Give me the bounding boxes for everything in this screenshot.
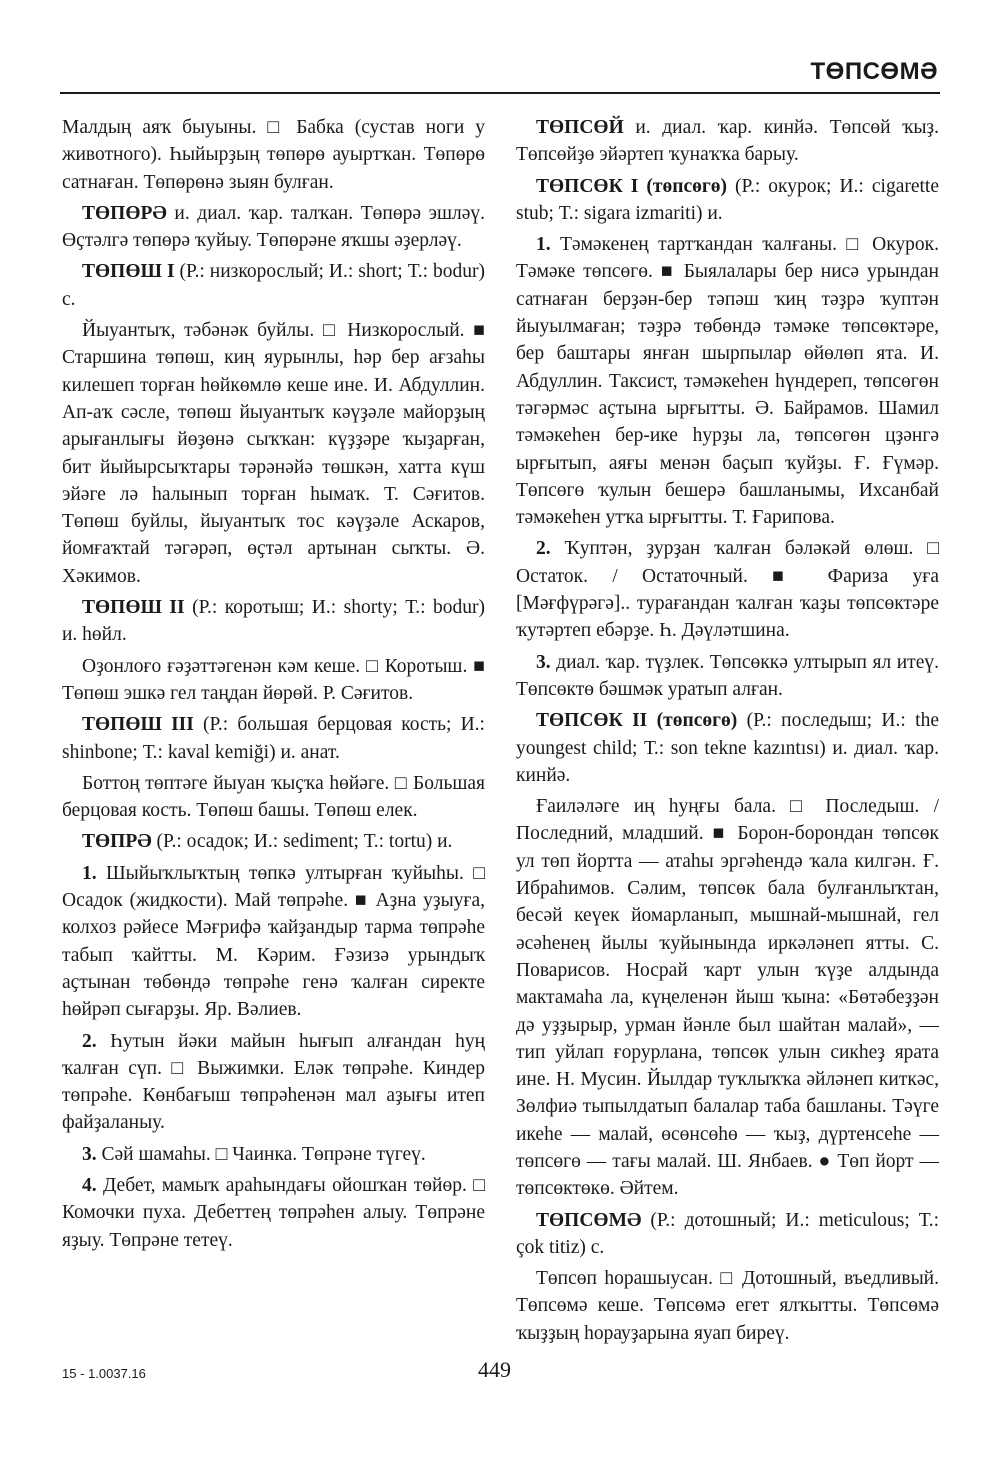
entry-paragraph bbox=[62, 860, 485, 1024]
entry-headword: 3. bbox=[82, 1143, 97, 1165]
entry-body: (Р.: последыш; И.: the youngest child; Т.: son tekne kazıntısı) и. диал. ҡар. кинйә. bbox=[516, 710, 939, 786]
entry-body: диал. ҡар. түҙлек. Төпсөккә ултырып ял итеү. Төпсөктө бәшмәк уратып алған. bbox=[516, 651, 939, 700]
entry-headword: 3. bbox=[536, 651, 551, 673]
entry-body: и. диал. ҡар. талҡан. Төпөрә эшләү. Өҫтәлгә төпөрә ҡуйыу. Төпөрәне яҡшы әҙерләү. bbox=[62, 202, 485, 252]
entry-paragraph bbox=[62, 1028, 485, 1137]
entry-paragraph bbox=[62, 1141, 485, 1168]
entry-body: Малдың аяҡ быуыны. □ Бабка (сустав ноги у животного). Һыйырҙың төпөрө ауыртҡан. Төпөрө сатнаған. Төпөрөнә зыян булған. bbox=[62, 117, 485, 193]
entry-paragraph bbox=[516, 535, 939, 644]
entry-body: Ҡуптән, ҙурҙан ҡалған бәләкәй өлөш. □ Остаток. / Остаточный. ■ Фариза уға [Мәғфүрәгә].. турағандан ҡалған ҡаҙы төпсөктәре ҡутәртеп ебәрҙе. Һ. Дәүләтшина. bbox=[516, 538, 939, 642]
entry-paragraph bbox=[62, 317, 485, 590]
entry-body: (Р.: большая берцовая кость; И.: shinbone; Т.: kaval kemiği) и. анат. bbox=[62, 714, 485, 763]
entry-body: Оҙонлоғо ғәҙәттәгенән кәм кеше. □ Коротыш. ■ Төпөш эшкә гел таңдан йөрөй. Р. Сәғитов. bbox=[62, 655, 485, 704]
entry-paragraph bbox=[62, 828, 485, 855]
entry-headword: ТӨПСӨК I (төпсөгө) bbox=[536, 175, 727, 197]
entry-paragraph bbox=[62, 200, 485, 255]
footer-code: 15 - 1.0037.16 bbox=[62, 1366, 146, 1381]
entry-paragraph bbox=[516, 114, 939, 169]
entry-paragraph bbox=[62, 711, 485, 766]
entry-body: Ғаиләләге иң һуңғы бала. □ Последыш. / Последний, младший. ■ Борон-борондан төпсөк ул төп йортта — атаһы эргәһендә ҡала килгән. Ғ. Ибраһимов. Сәлим, төпсөк бала булғанлыҡтан, бесәй кеүек йомарланып, мышнай-мышнай, гел әсәһенең йылы ҡуйынында иркәләнеп ятты. С. Поварисов. Носрай ҡарт улын ҡүҙе алдында мактамаһа ла, күңеленән йыш ҡына: «Бөтәбеҙҙән дә уҙҙырыр, урман йәнле был шайтан малай», — тип уйлап ғорурлана, төпсөк улын сикһеҙ ярата ине. Н. Мусин. Йылдар туҡлыҡҡа әйләнеп киткәс, Зөлфиә тыпылдатып балалар таба башланы. Тәүге икеһе — малай, өсөнсөһө — ҡыҙ, дүртенсеһе — төпсөгө — тағы малай. Ш. Янбаев. ● Төп йорт — төпсөктөкө. Әйтем. bbox=[516, 796, 939, 1200]
entry-paragraph bbox=[516, 707, 939, 789]
entry-paragraph bbox=[62, 653, 485, 708]
entry-paragraph bbox=[516, 1265, 939, 1347]
entry-body: (Р.: осадок; И.: sediment; Т.: tortu) и. bbox=[151, 831, 453, 853]
left-column bbox=[62, 114, 485, 1258]
entry-headword: ТӨПСӨК II (төпсөгө) bbox=[536, 710, 738, 732]
entry-paragraph bbox=[516, 173, 939, 228]
entry-body: Йыуантыҡ, тәбәнәк буйлы. □ Низкорослый. ■ Старшина төпөш, киң яурынлы, һәр бер ағзаһы килешеп торған һөйкөмлө кеше ине. И. Абдуллин. Ап-аҡ сәсле, төпөш йыуантыҡ кәүҙәле майорҙың арығанлығы йөҙөнә сыҡҡан: күҙҙәре ҡыҙарған, бит йыйырсыҡтары тәрәнәйә төшкән, хатта күш эйәге лә һалынып торған һымаҡ. Т. Сәғитов. Төпөш буйлы, йыуантыҡ тос кәүҙәле Аскаров, йомғаҡтай тәгәрәп, өҫтәл артынан сыҡты. Ә. Хәкимов. bbox=[62, 320, 485, 587]
entry-paragraph bbox=[62, 114, 485, 196]
entry-body: Шыйыҡлыҡтың төпкә ултырған ҡуйыһы. □ Осадок (жидкости). Май төпрәһе. ■ Аҙна уҙыуға, колхоз рәйесе Мәғрифә ҡайҙандыр тарма төпрәһе табып ҡайтты. М. Кәрим. Ғәзизә урындыҡ аҫтынан төбөндә төпрәһе генә ҡалған сиректе һөйрәп сығарҙы. Яр. Вәлиев. bbox=[62, 862, 485, 1021]
entry-headword: 1. bbox=[536, 234, 551, 256]
page-number: 449 bbox=[478, 1357, 511, 1382]
entry-headword: 1. bbox=[82, 862, 97, 884]
entry-body: (Р.: коротыш; И.: shorty; Т.: bodur) и. һөйл. bbox=[62, 597, 485, 646]
entry-body: Тәмәкенең тартҡандан ҡалғаны. □ Окурок. Тәмәке төпсөгө. ■ Быялалары бер нисә урындан сатнаған берҙән-бер тәпәш ҡиң тәҙрә ҡуптән йыуылмаған; тәҙрә төбөндә тәмәке төпсөктәре, бер баштары янған шырпылар өйөлөп ята. И. Абдуллин. Таксист, тәмәкеһен һүндереп, төпсөгөн тәгәрмәс аҫтына ырғытты. Ә. Байрамов. Шамил тәмәкеһен бер-ике һурҙы ла, төпсөгөн цҙәнгә ырғытып, аяғы менән баҫып ҡуйҙы. Ғ. Ғүмәр. Төпсөгө ҡулын бешерә башланымы, Ихсанбай тәмәкеһен утҡа ырғытты. Т. Ғарипова. bbox=[516, 234, 939, 529]
entry-paragraph bbox=[62, 770, 485, 825]
entry-paragraph bbox=[516, 1207, 939, 1262]
entry-paragraph bbox=[516, 649, 939, 704]
entry-body: Боттоң төптәге йыуан ҡыҫҡа һөйәге. □ Большая берцовая кость. Төпөш башы. Төпөш елек. bbox=[62, 772, 485, 822]
entry-headword: ТӨПӨШ II bbox=[82, 597, 185, 619]
entry-body: (Р.: дотошный; И.: meticulous; Т.: çok titiz) с. bbox=[516, 1209, 939, 1258]
entry-paragraph bbox=[516, 231, 939, 531]
entry-headword: ТӨПӨШ III bbox=[82, 714, 194, 736]
entry-paragraph bbox=[516, 793, 939, 1202]
entry-headword: ТӨПӨРӘ bbox=[82, 202, 167, 224]
entry-body: Һутын йәки майын һығып алғандан һуң ҡалған сүп. □ Выжимки. Еләк төпрәһе. Киндер төпрәһе. Көнбағыш төпрәһенән мал аҙығы итеп файҙаланыу. bbox=[62, 1030, 485, 1134]
entry-body: и. диал. ҡар. кинйә. Төпсөй ҡыҙ. Төпсөйҙө эйәртеп ҡунаҡҡа барыу. bbox=[516, 117, 939, 166]
entry-body: (Р.: окурок; И.: cigarette stub; Т.: sigara izmariti) и. bbox=[516, 175, 939, 224]
right-column bbox=[516, 114, 939, 1351]
entry-body: (Р.: низкорослый; И.: short; Т.: bodur) с. bbox=[62, 261, 485, 310]
entry-paragraph bbox=[62, 1172, 485, 1254]
entry-body: Сәй шамаһы. □ Чаинка. Төпрәне түгеү. bbox=[96, 1143, 426, 1165]
entry-headword: 4. bbox=[82, 1174, 97, 1196]
entry-headword: ТӨПСӨМӘ bbox=[536, 1209, 642, 1231]
entry-paragraph bbox=[62, 258, 485, 313]
header-rule bbox=[60, 92, 940, 94]
entry-headword: 2. bbox=[82, 1030, 97, 1052]
entry-paragraph bbox=[62, 594, 485, 649]
entry-headword: ТӨПРӘ bbox=[82, 831, 152, 853]
entry-headword: ТӨПСӨЙ bbox=[536, 117, 624, 138]
entry-headword: 2. bbox=[536, 538, 551, 560]
entry-body: Төпсөп һорашыусан. □ Дотошный, въедливый. Төпсөмә кеше. Төпсөмә егет ялҡытты. Төпсөмә ҡыҙҙың һорауҙарына яуап биреү. bbox=[516, 1268, 939, 1344]
running-head: ТӨПСӨМӘ bbox=[810, 58, 938, 85]
entry-headword: ТӨПӨШ I bbox=[82, 261, 175, 283]
entry-body: Дебет, мамыҡ араһындағы ойошҡан төйөр. □ Комочки пуха. Дебеттең төпрәһен алыу. Төпрәне яҙыу. Төпрәне тетеү. bbox=[62, 1174, 485, 1251]
